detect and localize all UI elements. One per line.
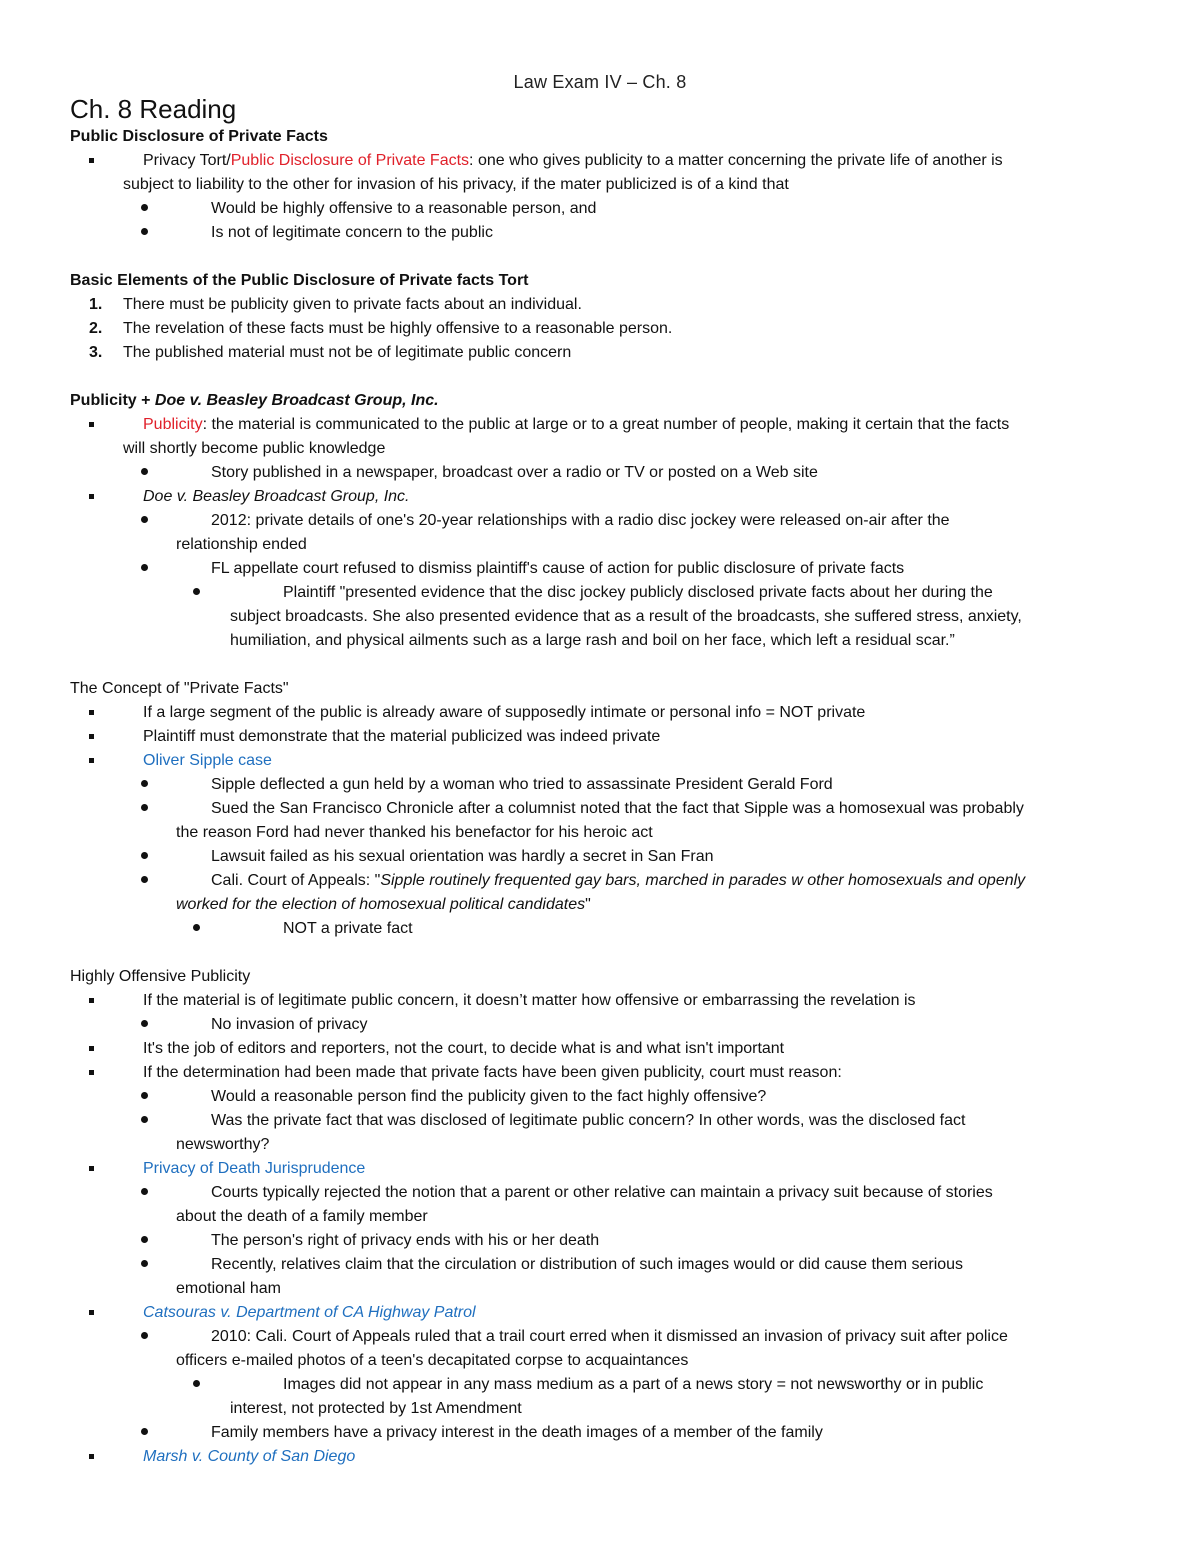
list-number: 2. [89,320,103,337]
sub-bullet-text: Was the private fact that was disclosed of legitimate public concern? In other words, was the disclosed fact [211,1112,966,1129]
round-bullet-icon [193,924,200,931]
square-bullet-icon [89,1454,94,1459]
bullet-text-prefix: Privacy Tort/ [143,152,231,169]
round-bullet-icon [141,1260,148,1267]
case-name: Doe v. Beasley Broadcast Group, Inc. [154,392,439,409]
round-bullet-icon [141,1116,148,1123]
tertiary-bullet-text: NOT a private fact [283,920,413,937]
sub-bullet-text [211,869,1025,893]
sub-bullet-text: Lawsuit failed as his sexual orientation was hardly a secret in San Fran [211,848,714,865]
round-bullet-icon [141,1092,148,1099]
list-number: 3. [89,344,103,361]
sub-bullet-text-continued: newsworthy? [176,1136,270,1153]
sub-bullet-text: FL appellate court refused to dismiss plaintiff's cause of action for public disclosure of private facts [211,560,905,577]
bullet-text-suffix: : one who gives publicity to a matter concerning the private life of another is [469,152,1003,169]
tertiary-bullet-text: Images did not appear in any mass medium as a part of a news story = not newsworthy or in public [283,1376,984,1393]
round-bullet-icon [141,228,148,235]
section-heading-prefix: Publicity + [70,392,155,409]
sub-bullet-text: Would a reasonable person find the publicity given to the fact highly offensive? [211,1088,767,1105]
bullet-text: If the material is of legitimate public concern, it doesn’t matter how offensive or embarrassing the revelation is [143,992,916,1009]
quote-text-continued: humiliation, and physical ailments such as a large rash and boil on her face, which left a residual scar.” [230,632,955,649]
tertiary-bullet-text-continued: interest, not protected by 1st Amendment [230,1400,522,1417]
square-bullet-icon [89,1310,94,1315]
sub-bullet-text: Would be highly offensive to a reasonable person, and [211,200,597,217]
list-item-text: The revelation of these facts must be highly offensive to a reasonable person. [123,320,673,337]
square-bullet-icon [89,734,94,739]
square-bullet-icon [89,710,94,715]
square-bullet-icon [89,1046,94,1051]
square-bullet-icon [89,422,94,427]
section-heading: Basic Elements of the Public Disclosure of Private facts Tort [70,272,529,289]
case-name: Doe v. Beasley Broadcast Group, Inc. [143,488,410,505]
round-bullet-icon [141,876,148,883]
case-link[interactable]: Oliver Sipple case [143,752,272,769]
list-item-text: There must be publicity given to private facts about an individual. [123,296,582,313]
round-bullet-icon [141,1332,148,1339]
square-bullet-icon [89,758,94,763]
round-bullet-icon [141,204,148,211]
case-link[interactable]: Marsh v. County of San Diego [143,1448,356,1465]
section-heading: Public Disclosure of Private Facts [70,128,328,145]
sub-bullet-text-continued: the reason Ford had never thanked his benefactor for his heroic act [176,824,653,841]
round-bullet-icon [141,1428,148,1435]
sub-bullet-text: Sued the San Francisco Chronicle after a columnist noted that the fact that Sipple was a homosexual was probably [211,800,1024,817]
round-bullet-icon [141,1236,148,1243]
bullet-text: Plaintiff must demonstrate that the material publicized was indeed private [143,728,661,745]
round-bullet-icon [141,1188,148,1195]
page-title: Ch. 8 Reading [70,94,237,124]
sub-bullet-text-continued: about the death of a family member [176,1208,428,1225]
round-bullet-icon [141,1020,148,1027]
bullet-text-continued: will shortly become public knowledge [123,440,386,457]
sub-bullet-text: Recently, relatives claim that the circulation or distribution of such images would or did cause them serious [211,1256,964,1273]
square-bullet-icon [89,998,94,1003]
highlighted-term: Public Disclosure of Private Facts [230,152,470,169]
quote-prefix: Cali. Court of Appeals: " [211,872,381,889]
quote-text-continued: subject broadcasts. She also presented evidence that as a result of the broadcasts, she suffered stress, anxiety, [230,608,1022,625]
section-heading [70,389,439,413]
bullet-text-continued: subject to liability to the other for invasion of his privacy, if the mater publicized is of a kind that [123,176,789,193]
bullet-text: If a large segment of the public is already aware of supposedly intimate or personal info = NOT private [143,704,866,721]
round-bullet-icon [141,852,148,859]
sub-bullet-text: Sipple deflected a gun held by a woman who tried to assassinate President Gerald Ford [211,776,833,793]
square-bullet-icon [89,494,94,499]
sub-bullet-text: Family members have a privacy interest in the death images of a member of the family [211,1424,823,1441]
case-link[interactable]: Catsouras v. Department of CA Highway Patrol [143,1304,476,1321]
list-number: 1. [89,296,103,313]
square-bullet-icon [89,1166,94,1171]
bullet-text [143,149,1003,173]
round-bullet-icon [193,588,200,595]
bullet-text: If the determination had been made that private facts have been given publicity, court must reason: [143,1064,842,1081]
sub-bullet-text-continued: relationship ended [176,536,307,553]
sub-bullet-text: 2012: private details of one's 20-year relationships with a radio disc jockey were released on-air after the [211,512,950,529]
round-bullet-icon [141,516,148,523]
round-bullet-icon [141,564,148,571]
sub-bullet-text: No invasion of privacy [211,1016,368,1033]
quote-text: worked for the election of homosexual political candidates [176,896,586,913]
sub-bullet-text: Courts typically rejected the notion that a parent or other relative can maintain a privacy suit because of stories [211,1184,993,1201]
bullet-text [143,413,1009,437]
square-bullet-icon [89,158,94,163]
sub-bullet-text-continued: officers e-mailed photos of a teen's decapitated corpse to acquaintances [176,1352,689,1369]
round-bullet-icon [141,468,148,475]
round-bullet-icon [141,804,148,811]
case-link[interactable]: Privacy of Death Jurisprudence [143,1160,366,1177]
section-heading: The Concept of "Private Facts" [70,680,289,697]
quote-close: " [585,896,591,913]
sub-bullet-text: 2010: Cali. Court of Appeals ruled that a trail court erred when it dismissed an invasion of privacy suit after police [211,1328,1008,1345]
square-bullet-icon [89,1070,94,1075]
sub-bullet-text-continued [176,893,591,917]
sub-bullet-text: The person's right of privacy ends with his or her death [211,1232,600,1249]
bullet-text: It's the job of editors and reporters, not the court, to decide what is and what isn't important [143,1040,785,1057]
sub-bullet-text: Story published in a newspaper, broadcast over a radio or TV or posted on a Web site [211,464,818,481]
list-item-text: The published material must not be of legitimate public concern [123,344,572,361]
section-heading: Highly Offensive Publicity [70,968,251,985]
quote-text: Plaintiff "presented evidence that the disc jockey publicly disclosed private facts about her during the [283,584,993,601]
round-bullet-icon [141,780,148,787]
round-bullet-icon [193,1380,200,1387]
quote-text: Sipple routinely frequented gay bars, marched in parades w other homosexuals and openly [380,872,1026,889]
page-header: Law Exam IV – Ch. 8 [513,72,687,92]
sub-bullet-text-continued: emotional ham [176,1280,281,1297]
bullet-text-suffix: : the material is communicated to the public at large or to a great number of people, making it certain that the facts [202,416,1010,433]
sub-bullet-text: Is not of legitimate concern to the public [211,224,493,241]
highlighted-term: Publicity [143,416,203,433]
